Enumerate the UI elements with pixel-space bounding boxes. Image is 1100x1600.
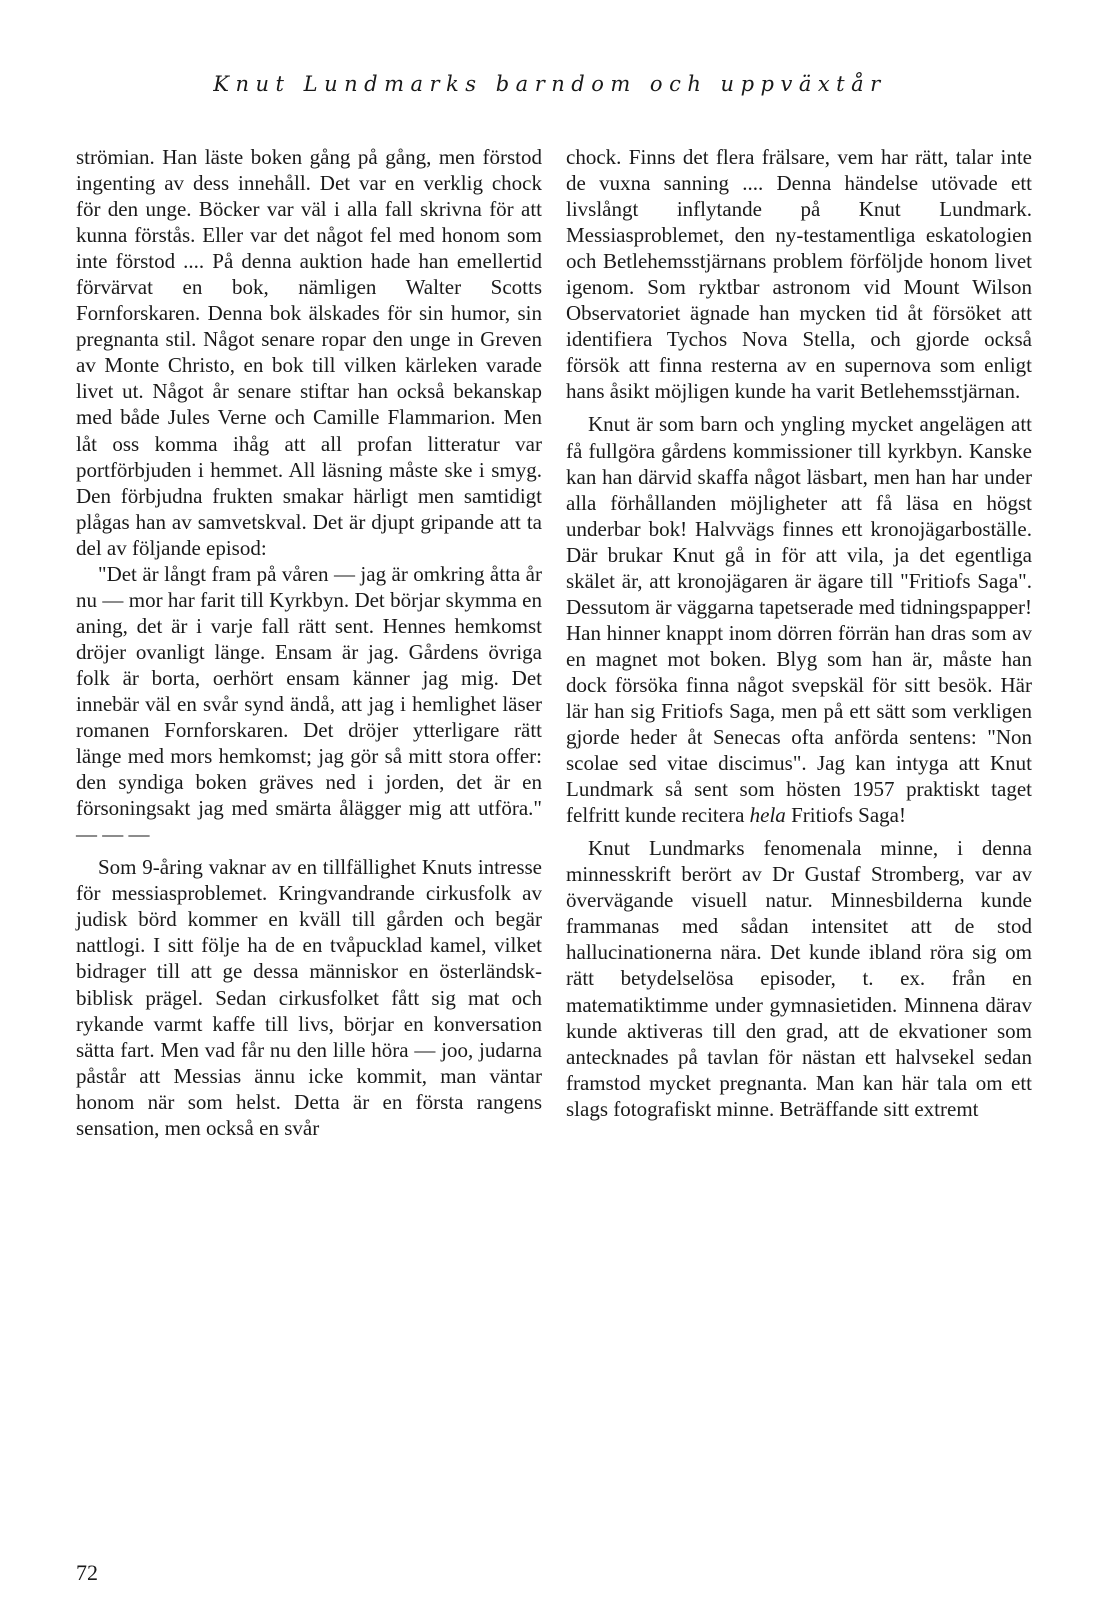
running-head: Knut Lundmarks barndom och uppväxtår (213, 72, 887, 96)
paragraph-left-1: strömian. Han läste boken gång på gång, men förstod ingenting av dess innehåll. Det var en verklig chock för den unge. Böcker var väl i alla fall skrivna för att kunna förstås. Eller var det något fel med honom som inte förstod .... På denna auktion hade han emellertid förvärvat en bok, nämligen Walter Scotts Fornforskaren. Denna bok älskades för sin humor, sin pregnanta stil. Något senare ropar den unge in Greven av Monte Christo, en bok till vilken kärleken varade livet ut. Något år senare stiftar han också bekanskap med både Jules Verne och Camille Flammarion. Men låt oss komma ihåg att all profan litteratur var portförbjuden i hemmet. All läsning måste ske i smyg. Den förbjudna frukten smakar härligt men samtidigt plågas han av samvetskval. Det är djupt gripande att ta del av följande episod: (76, 145, 542, 560)
emphasis-hela: hela (749, 803, 786, 828)
right-column (566, 144, 1032, 1122)
paragraph-right-2-text-a: Knut är som barn och yngling mycket angelägen att få fullgöra gårdens kommissioner till kyrkbyn. Kanske kan han därvid skaffa något läsbart, men han har under alla förhållanden möjligheter att få läsa en högst underbar bok! Halvvägs finnes ett kronojägarboställe. Där brukar Knut gå in för att vila, ja det egentliga skälet är, att kronojägaren är ägare till "Fritiofs Saga". Dessutom är väggarna tapetserade med tidningspapper! Han hinner knappt inom dörren förrän han dras som av en magnet mot boken. Blyg som han är, måste han dock försöka finna något svepskäl för sitt besök. Här lär han sig Fritiofs Saga, men på ett sätt som verkligen gjorde heder åt Senecas ofta anförda sentens: "Non scolae sed vitae discimus". Jag kan intyga att Knut Lundmark så sent som hösten 1957 praktiskt taget felfritt kunde recitera (566, 412, 1032, 828)
left-column (76, 144, 542, 1141)
paragraph-left-3: Som 9-åring vaknar av en tillfällighet Knuts intresse för messiasproblemet. Kringvandrande cirkusfolk av judisk börd kommer en kväll till gården och begär nattlogi. I sitt följe ha de en tvåpucklad kamel, vilket bidrager till att ge dessa människor en österländsk-biblisk prägel. Sedan cirkusfolket fått sig mat och rykande varmt kaffe till livs, börjar en konversation sätta fart. Men vad får nu den lille höra — joo, judarna påstår att Messias ännu icke kommit, man väntar honom när som helst. Detta är en första rangens sensation, men också en svår (76, 855, 542, 1140)
page-number: 72 (76, 1560, 98, 1585)
paragraph-right-3: Knut Lundmarks fenomenala minne, i denna minnesskrift berört av Dr Gustaf Stromberg, var av övervägande visuell natur. Minnesbilderna kunde frammanas med sådan intensitet att de stod hallucinationerna nära. Det kunde ibland röra sig om rätt betydelselösa episoder, t. ex. från en matematiktimme under gymnasietiden. Minnena därav kunde aktiveras till den grad, att de ekvationer som antecknades på tavlan för nästan ett halvsekel sedan framstod mycket pregnanta. Man kan här tala om ett slags fotografiskt minne. Beträffande sitt extremt (566, 836, 1032, 1121)
paragraph-right-1: chock. Finns det flera frälsare, vem har rätt, talar inte de vuxna sanning .... Denna händelse utövade ett livslångt inflytande på Knut Lundmark. Messiasproblemet, den ny-testamentliga eskatologien och Betlehemsstjärnans problem förföljde honom livet igenom. Som ryktbar astronom vid Mount Wilson Observatoriet ägnade han mycken tid åt försöket att identifiera Tychos Nova Stella, och gjorde också försök att finna resterna av en supernova som enligt hans åsikt möjligen kunde ha varit Betlehemsstjärnan. (566, 145, 1032, 404)
paragraph-right-2-text-b: Fritiofs Saga! (785, 803, 906, 828)
paragraph-right-2 (566, 411, 1032, 828)
quote-paragraph: "Det är långt fram på våren — jag är omkring åtta år nu — mor har farit till Kyrkbyn. Det börjar skymma en aning, det är i varje fall rätt sent. Hennes hemkomst dröjer ovanligt länge. Ensam är jag. Gårdens övriga folk är borta, oerhört ensam känner jag mig. Det innebär väl en svår synd ändå, att jag i hemlighet läser romanen Fornforskaren. Det dröjer ytterligare rätt länge med mors hemkomst; jag gör så mitt stora offer: den syndiga boken gräves ned i jorden, det är en försoningsakt jag med smärta ålägger mig att utföra." — — — (76, 561, 542, 847)
